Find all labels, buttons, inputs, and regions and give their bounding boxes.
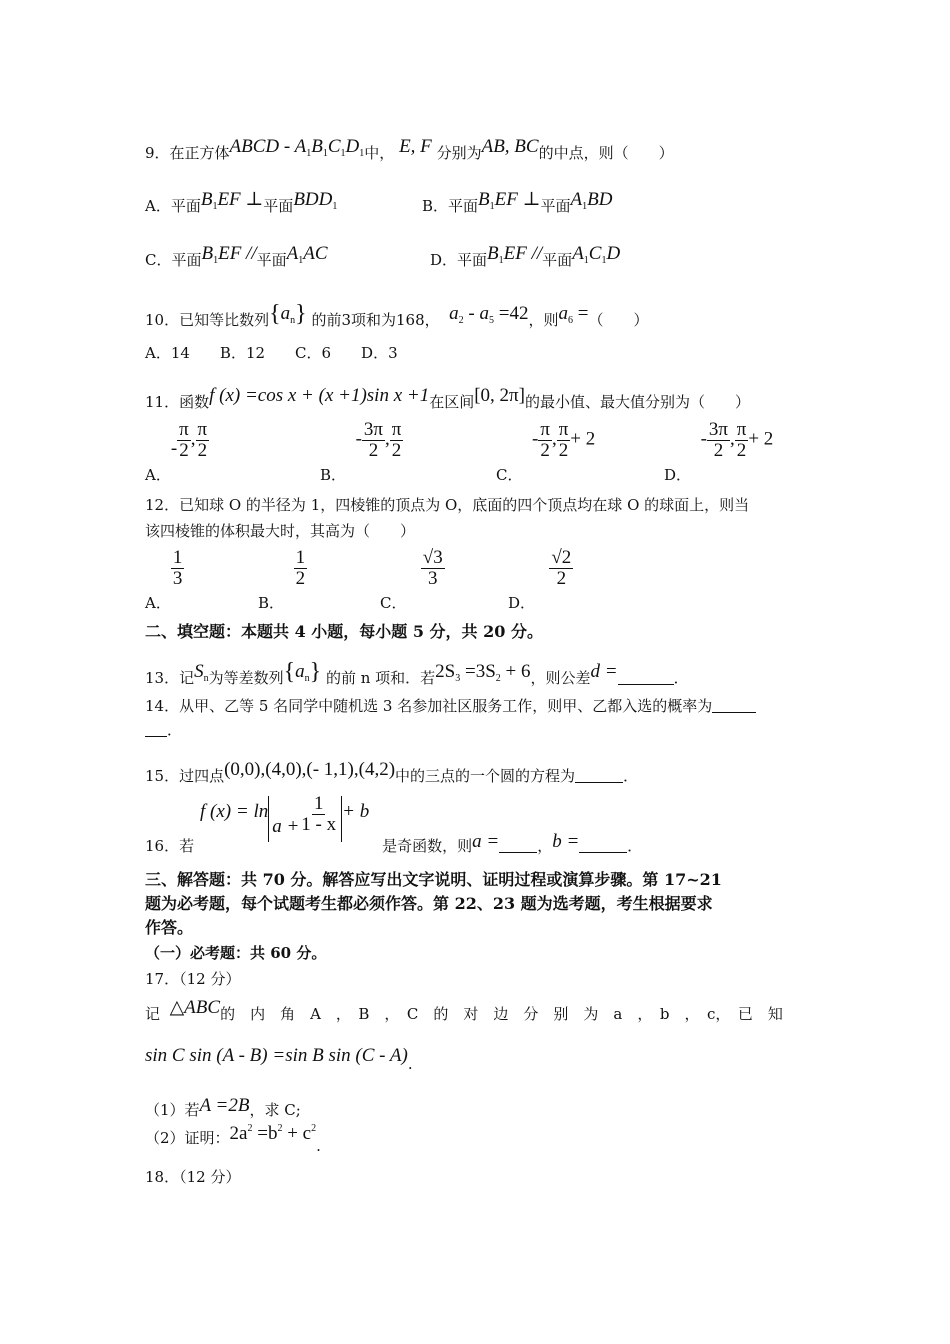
q12-option-c: C． $\frac{√3}{3}$ [380, 547, 443, 613]
q10-stem: 10．已知等比数列$\{a_n\}$ 的前3项和为168， $a_2 - a_5 =42$，则$a_6$ =（ ） [145, 301, 649, 329]
q15-stem: 15．过四点(0,0),(4,0),(- 1,1),(4,2)中的三点的一个圆的方程为 ． [145, 759, 639, 785]
q11-option-c: C． - $\frac{\pi}{2}$ , $\frac{\pi}{2}$ + 2 [496, 419, 596, 485]
q18-head: 18．（12 分） [145, 1168, 241, 1186]
q15-answer-blank[interactable] [575, 768, 623, 783]
q12-line2: 该四棱锥的体积最大时，其高为（ ） [145, 522, 416, 540]
q11-option-a: A．- $\frac{\pi}{2}$ , $\frac{\pi}{2}$ [145, 419, 208, 485]
q13-stem: 13．记$S_n$为等差数列$\{a_n\}$ 的前 n 项和．若$2S_3 =3S_2 + 6$，则公差d = ． [145, 659, 689, 687]
q11-stem: 11．函数f (x) =cos x + (x +1)sin x +1在区间[0, 2π]的最小值、最大值分别为（ ） [145, 385, 750, 411]
section-3-subtitle: （一）必考题：共 60 分。 [145, 944, 327, 962]
q17-equation: sin C sin (A - B) =sin B sin (C - A). [145, 1045, 413, 1073]
q13-answer-blank[interactable] [618, 670, 674, 685]
q11-option-d: D． - $\frac{3\pi}{2}$ , $\frac{\pi}{2}$ + 2 [664, 419, 774, 485]
q12-option-d: D． $\frac{√2}{2}$ [508, 547, 572, 613]
q9-option-b: B．平面$B_1EF$ ⊥平面$A_1BD$ [422, 189, 613, 215]
section-3-line1: 三、解答题：共 70 分。解答应写出文字说明、证明过程或演算步骤。第 17~21 [145, 870, 722, 889]
q14-line1: 14．从甲、乙等 5 名同学中随机选 3 名参加社区服务工作，则甲、乙都入选的概率为 [145, 698, 756, 714]
q17-head: 17．（12 分） [145, 970, 241, 988]
q16-stem: 16．若 是奇函数，则a = ，b = ． [145, 831, 643, 855]
q14-answer-blank[interactable] [712, 698, 756, 713]
q11-option-b: B． - $\frac{3\pi}{2}$ , $\frac{\pi}{2}$ [320, 419, 402, 485]
q9-option-d: D．平面$B_1EF$ //平面$A_1C_1D$ [430, 243, 621, 269]
section-3-line2: 题为必考题，每个试题考生都必须作答。第 22、23 题为选考题，考生根据要求 [145, 894, 713, 913]
q16-answer-b[interactable] [579, 838, 627, 853]
q10-options: A．14 B．12 C．6 D．3 [145, 344, 398, 362]
q14-line2: ． [145, 722, 182, 738]
q17-stem: 记 △ABC的 内 角 A ， B ， C 的 对 边 分 别 为 a ， b ， c， 已 知 [145, 997, 783, 1023]
q9-option-a: A．平面$B_1EF$ ⊥平面$BDD_1$ [145, 189, 338, 215]
q14-answer-blank-cont[interactable] [145, 722, 167, 737]
q9-option-c: C．平面$B_1EF$ //平面$A_1AC$ [145, 243, 328, 269]
q12-option-b: B． $\frac{1}{2}$ [258, 547, 306, 613]
q12-option-a: A． $\frac{1}{3}$ [145, 547, 183, 613]
q12-line1: 12．已知球 O 的半径为 1，四棱锥的顶点为 O，底面的四个顶点均在球 O 的球面上，则当 [145, 496, 750, 514]
section-2-title: 二、填空题：本题共 4 小题，每小题 5 分，共 20 分。 [145, 622, 543, 641]
section-3-line3: 作答。 [145, 918, 194, 937]
q17-part2: （2）证明：$2a^2 =b^2 + c^2$. [145, 1123, 321, 1155]
q17-part1: （1）若A =2B，求 C; [145, 1095, 301, 1119]
q9-stem: 9．在正方体ABCD - $A_1B_1C_1D_1$中， E, F 分别为AB, BC的中点，则（ ） [145, 136, 674, 162]
q16-function: f (x) = lna + $\frac{1}{1 - x}$ + b [200, 796, 369, 842]
q16-answer-a[interactable] [499, 838, 537, 853]
